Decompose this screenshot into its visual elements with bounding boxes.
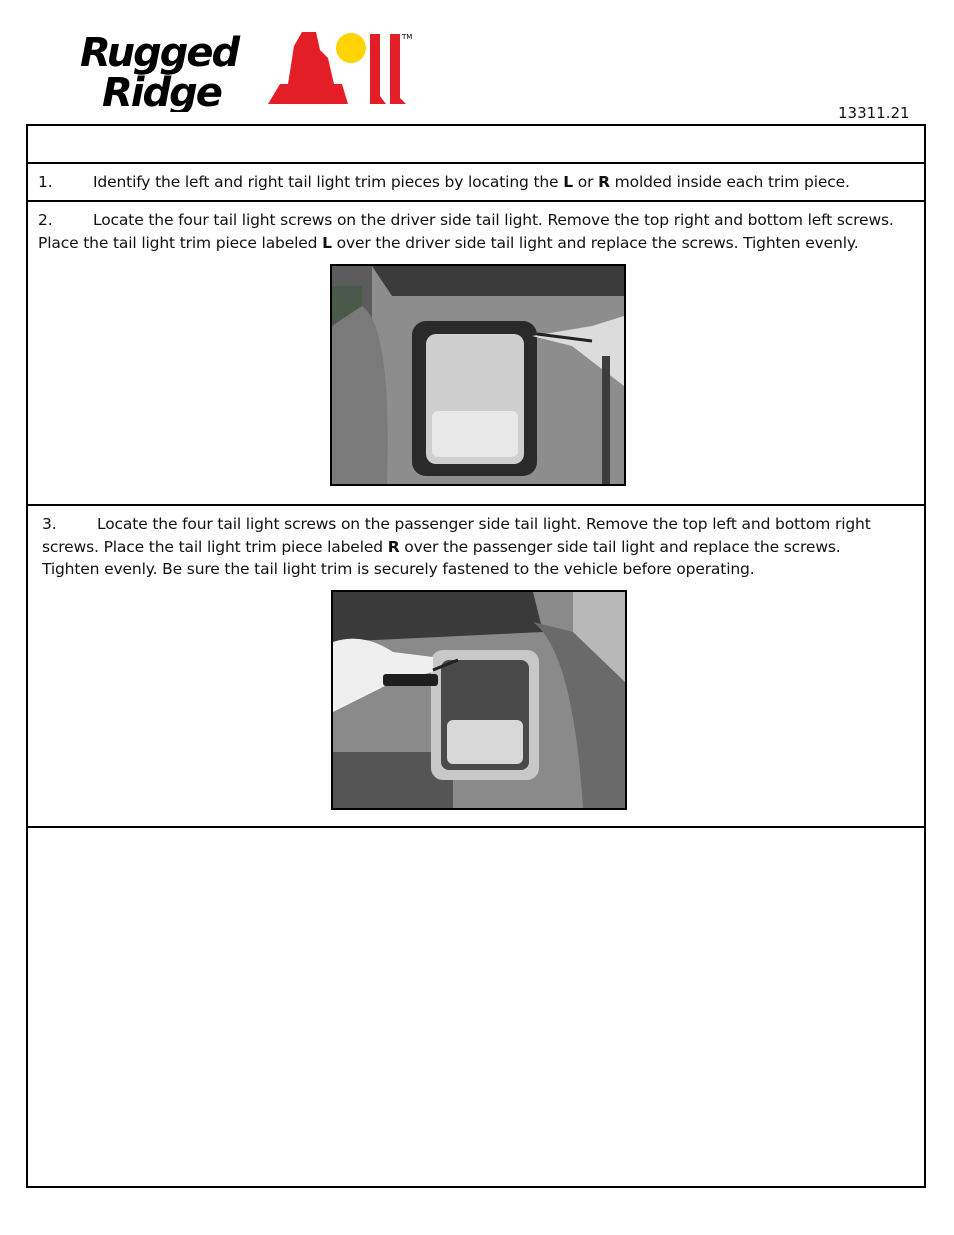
- logo-line2-text: Ridge: [102, 70, 221, 112]
- step-3-number: 3.: [42, 515, 57, 533]
- logo-bar2-shape: [390, 34, 406, 104]
- step-1-text-a: Identify the left and right tail light trim pieces by locating the: [93, 173, 564, 191]
- passenger-side-tail-light-photo: [331, 590, 627, 810]
- step-3-line1-text: Locate the four tail light screws on the passenger side tail light. Remove the top left and bottom right: [97, 515, 871, 533]
- step-2-line2-b: over the driver side tail light and replace the screws. Tighten evenly.: [331, 233, 859, 252]
- logo-bar1-shape: [370, 34, 386, 104]
- step-1-row: [28, 164, 924, 202]
- step-1-text-c: molded inside each trim piece.: [609, 173, 850, 191]
- logo-red-rock-shape: [268, 32, 348, 104]
- part-number: 13311.21: [838, 104, 910, 122]
- step-2-line2: [38, 232, 918, 255]
- driver-side-tail-light-photo: [330, 264, 626, 486]
- step-1-text-b: or: [572, 173, 599, 191]
- step-3-line2-b: over the passenger side tail light and replace the screws.: [399, 537, 841, 556]
- step-1-bold-l: L: [563, 173, 573, 191]
- rugged-ridge-logo: [76, 26, 416, 112]
- step-2-line1-text: Locate the four tail light screws on the driver side tail light. Remove the top right and bottom left screws.: [93, 211, 894, 229]
- step-3-line3: Tighten evenly. Be sure the tail light trim is securely fastened to the vehicle before operating.: [42, 560, 755, 578]
- step-2-row: [28, 202, 924, 506]
- step-1-text: [38, 171, 850, 194]
- step-3-row: [28, 506, 924, 828]
- step-1-bold-r: R: [598, 173, 610, 191]
- logo-line1-text: Rugged: [80, 30, 239, 76]
- logo-trademark: TM: [402, 33, 413, 41]
- step-1-number: 1.: [38, 173, 53, 191]
- step-2-text: [38, 209, 918, 254]
- step-2-number: 2.: [38, 211, 53, 229]
- step-3-text: [42, 513, 920, 581]
- step-2-line2-a: Place the tail light trim piece labeled: [38, 233, 323, 252]
- instruction-sheet: [26, 124, 926, 1188]
- step-3-line2-a: screws. Place the tail light trim piece labeled: [42, 537, 388, 556]
- step-3-bold-r: R: [387, 537, 400, 556]
- blank-notes-row: [28, 828, 924, 1186]
- step-3-line2: [42, 536, 920, 559]
- logo-sun-shape: [336, 33, 366, 63]
- header-row: [28, 126, 924, 164]
- step-2-line1: [38, 209, 918, 232]
- step-3-line1: [42, 513, 920, 536]
- step-2-bold-l: L: [322, 233, 332, 252]
